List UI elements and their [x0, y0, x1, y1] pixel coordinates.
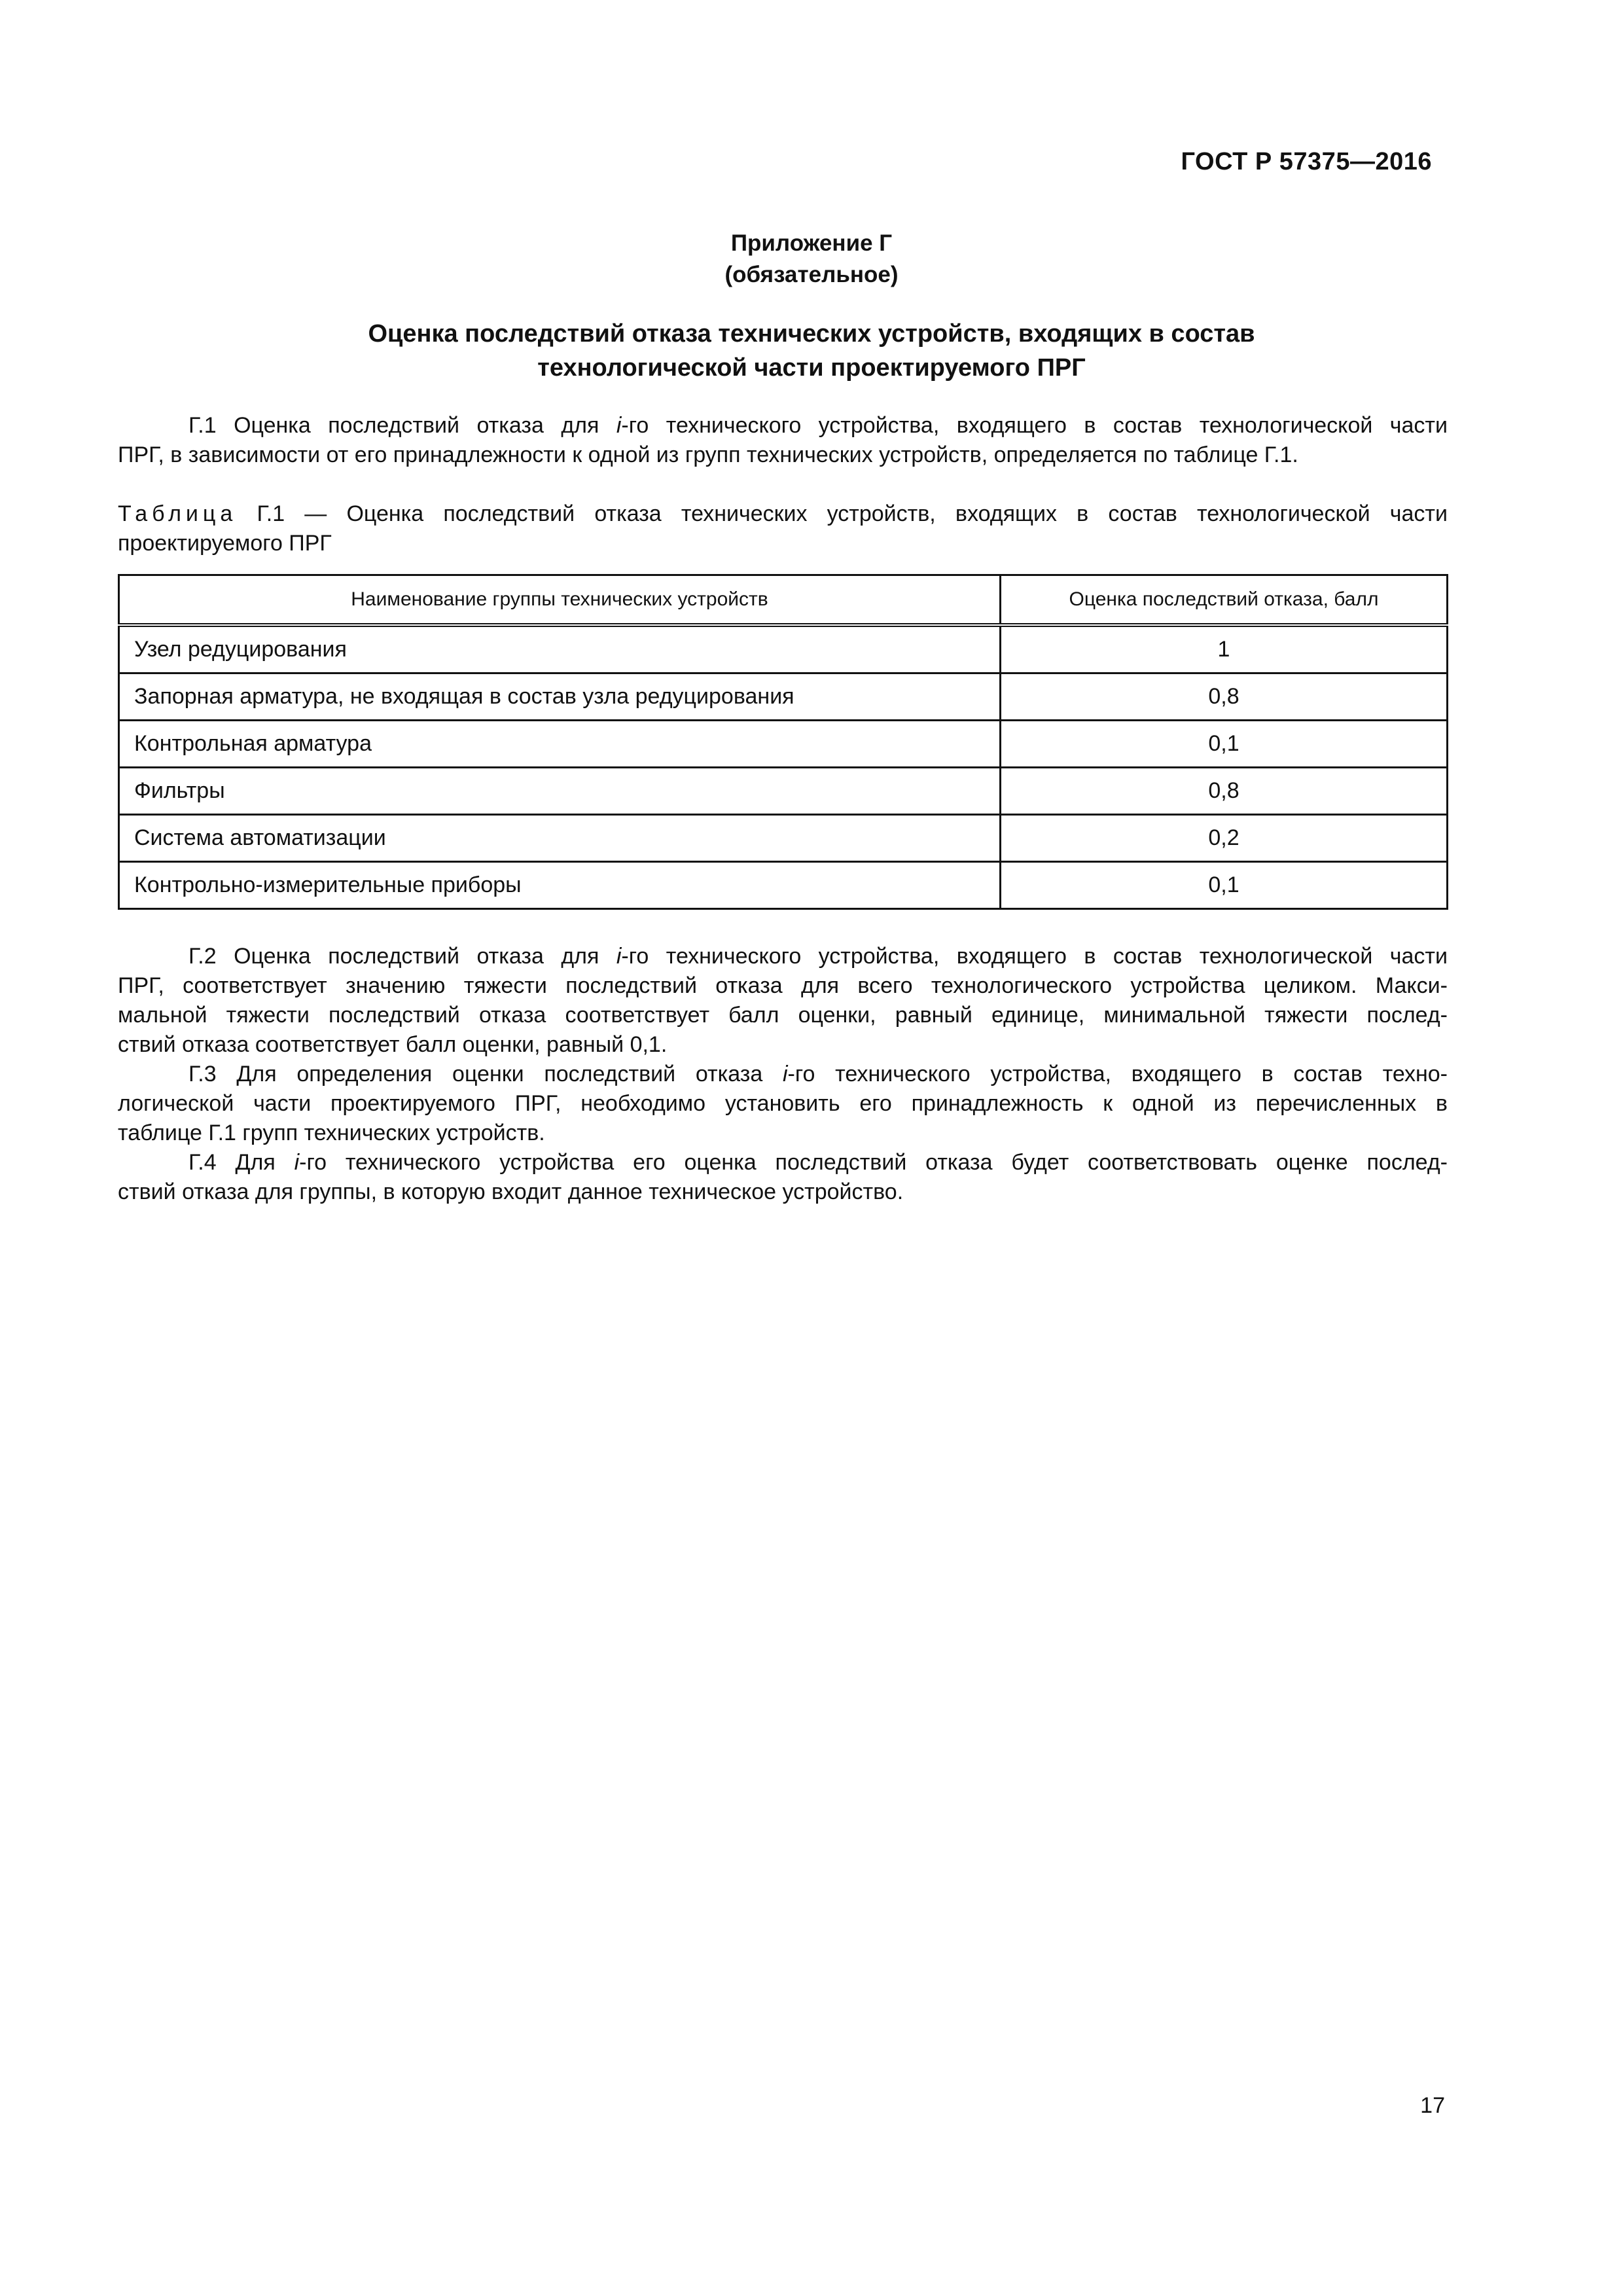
- annex-title: [0, 317, 1623, 385]
- table-row: [119, 673, 1448, 721]
- annex-label: Приложение Г: [730, 230, 893, 256]
- score-cell: 1: [1001, 625, 1448, 673]
- table-row: [119, 625, 1448, 673]
- paragraph-g2-line: ПРГ, соответствует значению тяжести последствий отказа для всего технологического устройства целиком. Макси-: [118, 973, 1448, 998]
- paragraph-g1: [118, 411, 1448, 470]
- column-header-group: Наименование группы технических устройств: [119, 575, 1001, 626]
- group-name-cell: Контрольно-измерительные приборы: [119, 862, 1001, 909]
- table-g1: [118, 574, 1448, 910]
- annex-status: (обязательное): [724, 262, 899, 287]
- column-header-score: Оценка последствий отказа, балл: [1001, 575, 1448, 626]
- paragraph-line: Г.1 Оценка последствий отказа для i-го технического устройства, входящего в состав технологической части: [188, 413, 1448, 438]
- caption-label: Таблица: [118, 501, 238, 526]
- group-name-cell: Система автоматизации: [119, 815, 1001, 862]
- paragraphs-g2-g4: [118, 942, 1448, 1207]
- group-name-cell: Запорная арматура, не входящая в состав узла редуцирования: [119, 673, 1001, 721]
- table-caption: [118, 499, 1448, 558]
- score-cell: 0,1: [1001, 721, 1448, 768]
- annex-heading: [0, 228, 1623, 291]
- page-number: 17: [1420, 2093, 1445, 2118]
- score-cell: 0,1: [1001, 862, 1448, 909]
- paragraph-g4-line: Г.4 Для i-го технического устройства его оценка последствий отказа будет соответствовать оценке послед-: [188, 1150, 1448, 1175]
- group-name-cell: Узел редуцирования: [119, 625, 1001, 673]
- annex-title-line1: Оценка последствий отказа технических устройств, входящих в состав: [368, 320, 1255, 348]
- score-cell: 0,2: [1001, 815, 1448, 862]
- score-cell: 0,8: [1001, 768, 1448, 815]
- group-name-cell: Фильтры: [119, 768, 1001, 815]
- score-cell: 0,8: [1001, 673, 1448, 721]
- group-name-cell: Контрольная арматура: [119, 721, 1001, 768]
- paragraph-line: ПРГ, в зависимости от его принадлежности к одной из групп технических устройств, определяется по таблице Г.1.: [118, 442, 1298, 467]
- paragraph-g3-line: логической части проектируемого ПРГ, необходимо установить его принадлежность к одной из перечисленных в: [118, 1091, 1448, 1116]
- paragraph-g2-line: мальной тяжести последствий отказа соответствует балл оценки, равный единице, минимальной тяжести послед-: [118, 1003, 1448, 1028]
- table-header-row: [119, 575, 1448, 626]
- table-row: [119, 862, 1448, 909]
- annex-title-line2: технологической части проектируемого ПРГ: [537, 354, 1086, 382]
- table-row: [119, 815, 1448, 862]
- paragraph-g2-line: ствий отказа соответствует балл оценки, равный 0,1.: [118, 1032, 668, 1057]
- paragraph-g4-line: ствий отказа для группы, в которую входит данное техническое устройство.: [118, 1179, 904, 1204]
- document-code: ГОСТ Р 57375—2016: [1181, 148, 1432, 175]
- paragraph-g2-line: Г.2 Оценка последствий отказа для i-го технического устройства, входящего в состав технологической части: [188, 944, 1448, 969]
- caption-line: проектируемого ПРГ: [118, 531, 332, 556]
- table-row: [119, 721, 1448, 768]
- caption-line: Таблица Г.1 — Оценка последствий отказа технических устройств, входящих в состав технологической части: [118, 501, 1448, 526]
- paragraph-g3-line: Г.3 Для определения оценки последствий отказа i-го технического устройства, входящего в состав техно-: [188, 1062, 1448, 1086]
- table-row: [119, 768, 1448, 815]
- paragraph-g3-line: таблице Г.1 групп технических устройств.: [118, 1121, 545, 1145]
